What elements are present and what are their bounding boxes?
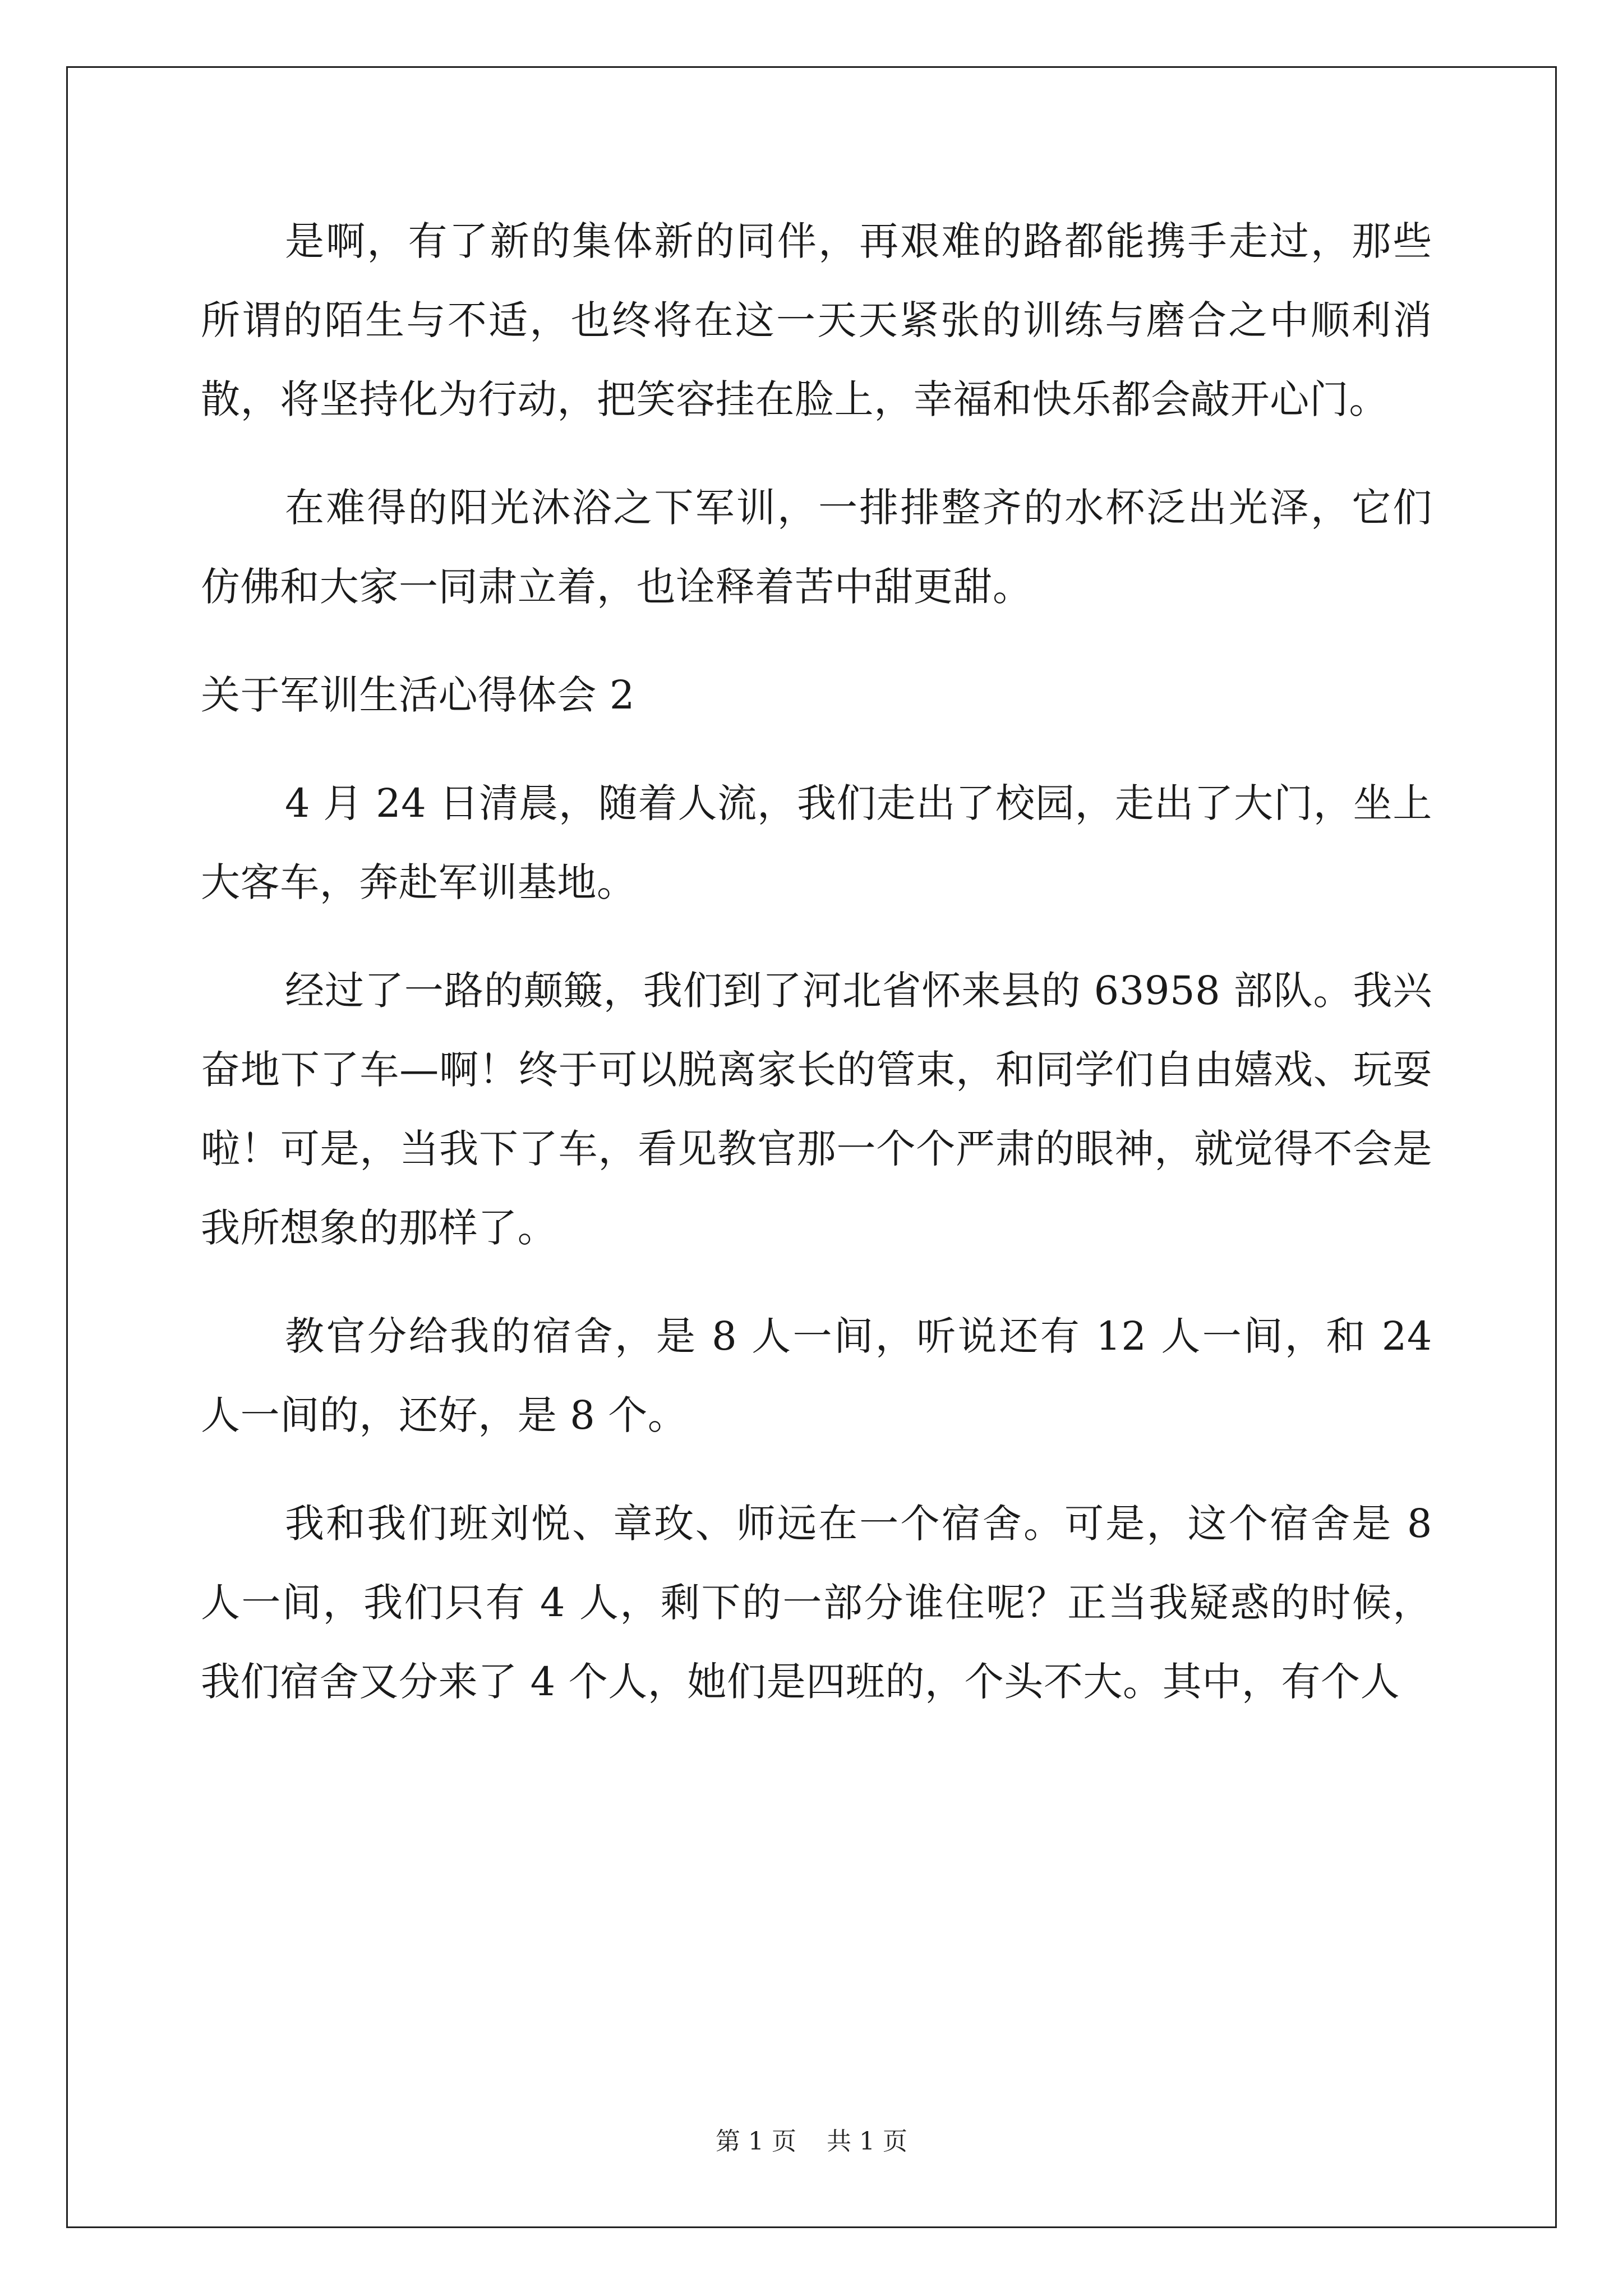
document-body — [201, 202, 1432, 1722]
paragraph-1: 是啊，有了新的集体新的同伴，再艰难的路都能携手走过，那些所谓的陌生与不适，也终将在这一天天紧张的训练与磨合之中顺利消散，将坚持化为行动，把笑容挂在脸上，幸福和快乐都会敲开心门。 — [201, 218, 1432, 422]
page-number: 第 1 页 — [716, 2127, 796, 2156]
paragraph-4: 经过了一路的颠簸，我们到了河北省怀来县的 63958 部队。我兴奋地下了车—啊！终于可以脱离家长的管束，和同学们自由嬉戏、玩耍啦！可是，当我下了车，看见教官那一个个严肃的眼神，就觉得不会是我所想象的那样了。 — [201, 968, 1432, 1251]
section-heading: 关于军训生活心得体会 2 — [201, 672, 635, 718]
page-footer — [0, 2125, 1623, 2159]
paragraph-6: 我和我们班刘悦、章玫、师远在一个宿舍。可是，这个宿舍是 8 人一间，我们只有 4 人，剩下的一部分谁住呢？正当我疑惑的时候，我们宿舍又分来了 4 个人，她们是四班的，个头不大。其中，有个人 — [201, 1501, 1432, 1705]
paragraph-3: 4 月 24 日清晨，随着人流，我们走出了校园，走出了大门，坐上大客车，奔赴军训基地。 — [201, 780, 1432, 905]
paragraph-5: 教官分给我的宿舍，是 8 人一间，听说还有 12 人一间，和 24 人一间的，还好，是 8 个。 — [201, 1313, 1432, 1438]
page-total: 共 1 页 — [827, 2127, 907, 2156]
paragraph-2: 在难得的阳光沐浴之下军训，一排排整齐的水杯泛出光泽，它们仿佛和大家一同肃立着，也诠释着苦中甜更甜。 — [201, 485, 1432, 610]
